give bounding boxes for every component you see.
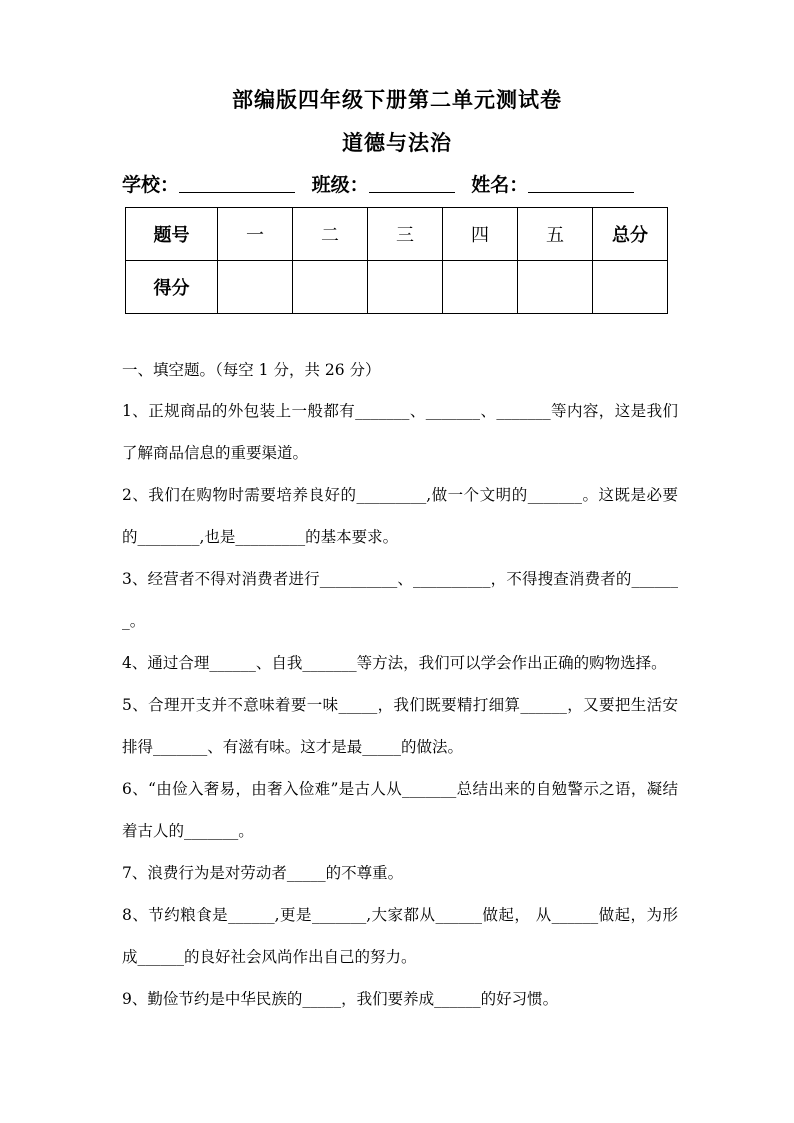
- column-3-header: 三: [368, 208, 443, 261]
- class-blank[interactable]: [369, 174, 455, 193]
- score-cell-total[interactable]: [593, 261, 668, 314]
- name-label: 姓名：: [471, 174, 529, 196]
- school-blank[interactable]: [179, 174, 295, 193]
- question-list: [122, 390, 678, 1020]
- question-9: 9、勤俭节约是中华民族的_____，我们要养成______的好习惯。: [122, 990, 559, 1008]
- question-5: 5、合理开支并不意味着要一味_____，我们既要精打细算______，又要把生活安排得_______、有滋有味。这才是最_____的做法。: [122, 696, 678, 756]
- name-blank[interactable]: [528, 174, 634, 193]
- subject-title: 道德与法治: [342, 130, 452, 155]
- question-1: 1、正规商品的外包装上一般都有_______、_______、_______等内容，这是我们了解商品信息的重要渠道。: [122, 402, 678, 462]
- score-cell-4[interactable]: [443, 261, 518, 314]
- score-cell-3[interactable]: [368, 261, 443, 314]
- score-table-score-row: [126, 261, 668, 314]
- score-cell-1[interactable]: [218, 261, 293, 314]
- question-2: 2、我们在购物时需要培养良好的_________,做一个文明的_______。这既是必要的________,也是_________的基本要求。: [122, 486, 678, 546]
- question-6: 6、“由俭入奢易，由奢入俭难”是古人从_______总结出来的自勉警示之语，凝结着古人的_______。: [122, 780, 678, 840]
- column-1-header: 一: [218, 208, 293, 261]
- question-number-header: 题号: [126, 208, 218, 261]
- score-table-header-row: [126, 208, 668, 261]
- score-table: [125, 207, 668, 314]
- column-2-header: 二: [293, 208, 368, 261]
- score-header: 得分: [126, 261, 218, 314]
- question-3: 3、经营者不得对消费者进行__________、__________，不得搜查消费者的_______。: [122, 570, 678, 630]
- exam-title: 部编版四年级下册第二单元测试卷: [232, 87, 562, 112]
- score-cell-5[interactable]: [518, 261, 593, 314]
- class-label: 班级：: [311, 174, 369, 196]
- school-label: 学校：: [122, 174, 180, 196]
- column-4-header: 四: [443, 208, 518, 261]
- question-8: 8、节约粮食是______,更是_______,大家都从______做起， 从______做起，为形成______的良好社会风尚作出自己的努力。: [122, 906, 678, 966]
- section-1-title: 一、填空题。（每空 1 分，共 26 分）: [122, 361, 381, 379]
- column-5-header: 五: [518, 208, 593, 261]
- question-7: 7、浪费行为是对劳动者_____的不尊重。: [122, 864, 404, 882]
- question-4: 4、通过合理______、自我_______等方法，我们可以学会作出正确的购物选择。: [122, 654, 667, 672]
- student-info-line: [122, 170, 644, 197]
- total-header: 总分: [593, 208, 668, 261]
- score-cell-2[interactable]: [293, 261, 368, 314]
